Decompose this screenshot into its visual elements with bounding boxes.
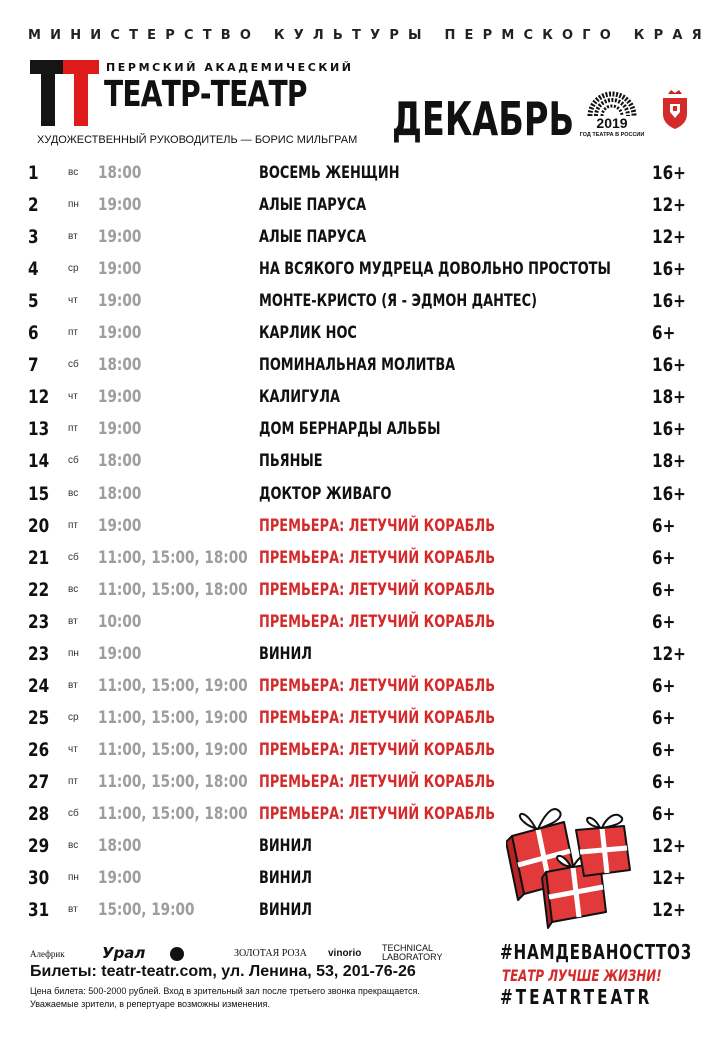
schedule-age-rating: 12+ xyxy=(652,835,686,858)
schedule-time: 11:00, 15:00, 19:00 xyxy=(98,675,248,696)
year-of-theatre-logo xyxy=(576,90,648,146)
schedule-title: ПЬЯНЫЕ xyxy=(259,451,323,472)
schedule-title: ДОМ БЕРНАРДЫ АЛЬБЫ xyxy=(259,419,441,440)
sponsor-ural: Урал xyxy=(102,944,146,962)
schedule-age-rating: 12+ xyxy=(652,867,686,890)
slogan: ТЕАТР ЛУЧШЕ ЖИЗНИ! xyxy=(502,966,662,985)
schedule-day: 12 xyxy=(28,386,50,409)
schedule-day: 21 xyxy=(28,546,50,569)
schedule-weekday: ср xyxy=(68,711,79,723)
schedule-age-rating: 6+ xyxy=(652,514,676,537)
schedule-age-rating: 6+ xyxy=(652,546,676,569)
perm-coat-of-arms-icon xyxy=(660,90,690,130)
schedule-day: 1 xyxy=(28,162,39,184)
schedule-row xyxy=(0,575,718,605)
schedule-age-rating: 6+ xyxy=(652,706,676,729)
schedule-time: 11:00, 15:00, 18:00 xyxy=(98,804,248,824)
hashtag-teatr: #TEATRTEATR xyxy=(500,985,653,1009)
schedule-weekday: вт xyxy=(68,615,78,627)
schedule-day: 2 xyxy=(28,194,39,217)
schedule-weekday: чт xyxy=(68,391,78,403)
schedule-title: ПОМИНАЛЬНАЯ МОЛИТВА xyxy=(259,355,456,376)
tickets-info: Билеты: teatr-teatr.com, ул. Ленина, 53, 201-76-26 xyxy=(30,963,416,980)
schedule-time: 11:00, 15:00, 18:00 xyxy=(98,771,248,792)
schedule-title: ПРЕМЬЕРА: ЛЕТУЧИЙ КОРАБЛЬ xyxy=(259,675,496,696)
schedule-title: ПРЕМЬЕРА: ЛЕТУЧИЙ КОРАБЛЬ xyxy=(259,515,496,536)
schedule-day: 14 xyxy=(28,450,50,473)
schedule-weekday: пн xyxy=(68,647,79,659)
schedule-time: 18:00 xyxy=(98,483,142,504)
schedule-weekday: вт xyxy=(68,904,78,916)
schedule-row xyxy=(0,767,718,797)
schedule-day: 15 xyxy=(28,482,50,505)
schedule-title: ДОКТОР ЖИВАГО xyxy=(259,483,392,504)
schedule-row xyxy=(0,703,718,733)
theatre-arch-icon xyxy=(576,90,648,118)
schedule-weekday: сб xyxy=(68,551,79,563)
schedule-time: 18:00 xyxy=(98,451,142,472)
schedule-time: 18:00 xyxy=(98,355,142,376)
schedule-title: ПРЕМЬЕРА: ЛЕТУЧИЙ КОРАБЛЬ xyxy=(259,547,496,568)
schedule-age-rating: 16+ xyxy=(652,418,686,441)
schedule-day: 24 xyxy=(28,674,50,697)
schedule-row xyxy=(0,735,718,765)
sponsor-vinorio: vinorio xyxy=(328,948,362,959)
schedule-row xyxy=(0,479,718,509)
schedule-weekday: сб xyxy=(68,455,79,467)
artistic-director: ХУДОЖЕСТВЕННЫЙ РУКОВОДИТЕЛЬ — БОРИС МИЛЬГРАМ xyxy=(37,134,358,146)
schedule-title: ПРЕМЬЕРА: ЛЕТУЧИЙ КОРАБЛЬ xyxy=(259,707,496,728)
schedule-title: КАРЛИК НОС xyxy=(259,323,357,344)
tech-lab-line1: TECHNICAL xyxy=(382,943,434,953)
schedule-weekday: пн xyxy=(68,872,79,884)
schedule-time: 19:00 xyxy=(98,259,142,280)
schedule-title: ПРЕМЬЕРА: ЛЕТУЧИЙ КОРАБЛЬ xyxy=(259,771,496,792)
schedule-time: 19:00 xyxy=(98,868,142,889)
schedule-weekday: вс xyxy=(68,840,79,852)
schedule-day: 23 xyxy=(28,642,50,665)
schedule-age-rating: 6+ xyxy=(652,322,676,345)
logo-red-t xyxy=(63,60,99,126)
schedule-title: ПРЕМЬЕРА: ЛЕТУЧИЙ КОРАБЛЬ xyxy=(259,739,496,760)
schedule-age-rating: 12+ xyxy=(652,899,686,922)
schedule-title: ПРЕМЬЕРА: ЛЕТУЧИЙ КОРАБЛЬ xyxy=(259,611,496,632)
schedule-age-rating: 6+ xyxy=(652,674,676,697)
schedule-age-rating: 12+ xyxy=(652,226,686,249)
schedule-weekday: вт xyxy=(68,679,78,691)
schedule-weekday: ср xyxy=(68,263,79,275)
schedule-weekday: пт xyxy=(68,775,78,787)
schedule-day: 13 xyxy=(28,418,50,441)
theatre-logo xyxy=(30,60,102,126)
schedule-day: 23 xyxy=(28,610,50,633)
schedule-time: 19:00 xyxy=(98,195,142,216)
schedule-time: 15:00, 19:00 xyxy=(98,900,195,921)
schedule-weekday: вт xyxy=(68,231,78,243)
schedule-age-rating: 6+ xyxy=(652,770,676,793)
schedule-title: ПРЕМЬЕРА: ЛЕТУЧИЙ КОРАБЛЬ xyxy=(259,804,496,824)
schedule-weekday: сб xyxy=(68,359,79,371)
hashtag-age: #НАМДЕВАНОСТТО3 xyxy=(500,940,693,964)
schedule-weekday: пн xyxy=(68,199,79,211)
schedule-age-rating: 6+ xyxy=(652,610,676,633)
schedule-time: 10:00 xyxy=(98,611,142,632)
month-title: ДЕКАБРЬ xyxy=(392,92,575,146)
schedule-day: 25 xyxy=(28,706,50,729)
theatre-name: ТЕАТР-ТЕАТР xyxy=(104,74,307,115)
schedule-row xyxy=(0,318,718,348)
sponsor-zolotaya-roza: ЗОЛОТАЯ РОЗА xyxy=(234,948,307,959)
schedule-title: КАЛИГУЛА xyxy=(259,387,341,408)
schedule-row xyxy=(0,158,718,188)
schedule-time: 11:00, 15:00, 18:00 xyxy=(98,547,248,568)
schedule-row xyxy=(0,671,718,701)
schedule-row xyxy=(0,286,718,316)
schedule-day: 22 xyxy=(28,578,50,601)
schedule-weekday: чт xyxy=(68,295,78,307)
tech-lab-line2: LABORATORY xyxy=(382,952,443,962)
schedule-day: 3 xyxy=(28,226,39,249)
schedule-day: 28 xyxy=(28,803,50,825)
schedule-day: 4 xyxy=(28,258,39,281)
ministry-heading: МИНИСТЕРСТВО КУЛЬТУРЫ ПЕРМСКОГО КРАЯ xyxy=(28,28,711,43)
schedule-time: 11:00, 15:00, 19:00 xyxy=(98,707,248,728)
schedule-row xyxy=(0,414,718,444)
schedule-row xyxy=(0,543,718,573)
schedule-age-rating: 6+ xyxy=(652,578,676,601)
schedule-time: 19:00 xyxy=(98,643,142,664)
schedule-age-rating: 6+ xyxy=(652,738,676,761)
schedule-title: ВИНИЛ xyxy=(259,868,313,889)
schedule-time: 19:00 xyxy=(98,227,142,248)
schedule-weekday: пт xyxy=(68,519,78,531)
schedule-age-rating: 12+ xyxy=(652,642,686,665)
schedule-time: 19:00 xyxy=(98,419,142,440)
gift-boxes-icon xyxy=(506,800,634,930)
schedule-age-rating: 16+ xyxy=(652,258,686,281)
schedule-weekday: пт xyxy=(68,327,78,339)
schedule-row xyxy=(0,639,718,669)
schedule-weekday: вс xyxy=(68,167,79,178)
schedule-title: ПРЕМЬЕРА: ЛЕТУЧИЙ КОРАБЛЬ xyxy=(259,579,496,600)
academic-label: ПЕРМСКИЙ АКАДЕМИЧЕСКИЙ xyxy=(106,61,354,74)
schedule-row xyxy=(0,511,718,541)
year-number: 2019 xyxy=(596,115,628,131)
schedule-weekday: пт xyxy=(68,423,78,435)
schedule-time: 19:00 xyxy=(98,387,142,408)
schedule-day: 5 xyxy=(28,290,39,313)
schedule-title: АЛЫЕ ПАРУСА xyxy=(259,227,367,248)
schedule-age-rating: 16+ xyxy=(652,482,686,505)
sponsor-technical-laboratory xyxy=(382,944,443,962)
schedule-age-rating: 6+ xyxy=(652,803,676,825)
schedule-age-rating: 18+ xyxy=(652,386,686,409)
schedule-title: АЛЫЕ ПАРУСА xyxy=(259,195,367,216)
schedule-row xyxy=(0,382,718,412)
schedule-time: 18:00 xyxy=(98,163,142,183)
schedule-weekday: сб xyxy=(68,808,79,819)
schedule-title: ВОСЕМЬ ЖЕНЩИН xyxy=(259,163,400,183)
schedule-day: 31 xyxy=(28,899,50,922)
schedule-title: ВИНИЛ xyxy=(259,836,313,857)
schedule-title: ВИНИЛ xyxy=(259,900,313,921)
schedule-time: 11:00, 15:00, 19:00 xyxy=(98,739,248,760)
schedule-age-rating: 16+ xyxy=(652,354,686,377)
schedule-row xyxy=(0,254,718,284)
schedule-age-rating: 18+ xyxy=(652,450,686,473)
sponsor-circle-logo-icon xyxy=(170,947,184,961)
price-note: Цена билета: 500-2000 рублей. Вход в зрительный зал после третьего звонка прекращается. xyxy=(30,986,420,996)
schedule-time: 19:00 xyxy=(98,323,142,344)
schedule-age-rating: 12+ xyxy=(652,194,686,217)
schedule-day: 20 xyxy=(28,514,50,537)
schedule-row xyxy=(0,350,718,380)
schedule-weekday: вс xyxy=(68,487,79,499)
sponsor-alef: Алефрик xyxy=(30,949,65,959)
schedule-title: ВИНИЛ xyxy=(259,643,313,664)
schedule-day: 27 xyxy=(28,770,50,793)
schedule-weekday: вс xyxy=(68,583,79,595)
schedule-title: МОНТЕ-КРИСТО (Я - ЭДМОН ДАНТЕС) xyxy=(259,291,537,312)
schedule-row xyxy=(0,607,718,637)
schedule-time: 11:00, 15:00, 18:00 xyxy=(98,579,248,600)
schedule-time: 19:00 xyxy=(98,515,142,536)
schedule-day: 7 xyxy=(28,354,39,377)
schedule-time: 19:00 xyxy=(98,291,142,312)
schedule-age-rating: 16+ xyxy=(652,290,686,313)
schedule-title: НА ВСЯКОГО МУДРЕЦА ДОВОЛЬНО ПРОСТОТЫ xyxy=(259,259,611,280)
schedule-row xyxy=(0,446,718,476)
schedule-time: 18:00 xyxy=(98,836,142,857)
schedule-day: 30 xyxy=(28,867,50,890)
schedule-day: 6 xyxy=(28,322,39,345)
year-caption: ГОД ТЕАТРА В РОССИИ xyxy=(579,132,645,138)
schedule-day: 26 xyxy=(28,738,50,761)
logo-black-t xyxy=(30,60,66,126)
schedule-weekday: чт xyxy=(68,743,78,755)
schedule-day: 29 xyxy=(28,835,50,858)
changes-note: Уважаемые зрители, в репертуаре возможны изменения. xyxy=(30,999,270,1009)
schedule-row xyxy=(0,222,718,252)
schedule-age-rating: 16+ xyxy=(652,162,686,184)
schedule-row xyxy=(0,190,718,220)
